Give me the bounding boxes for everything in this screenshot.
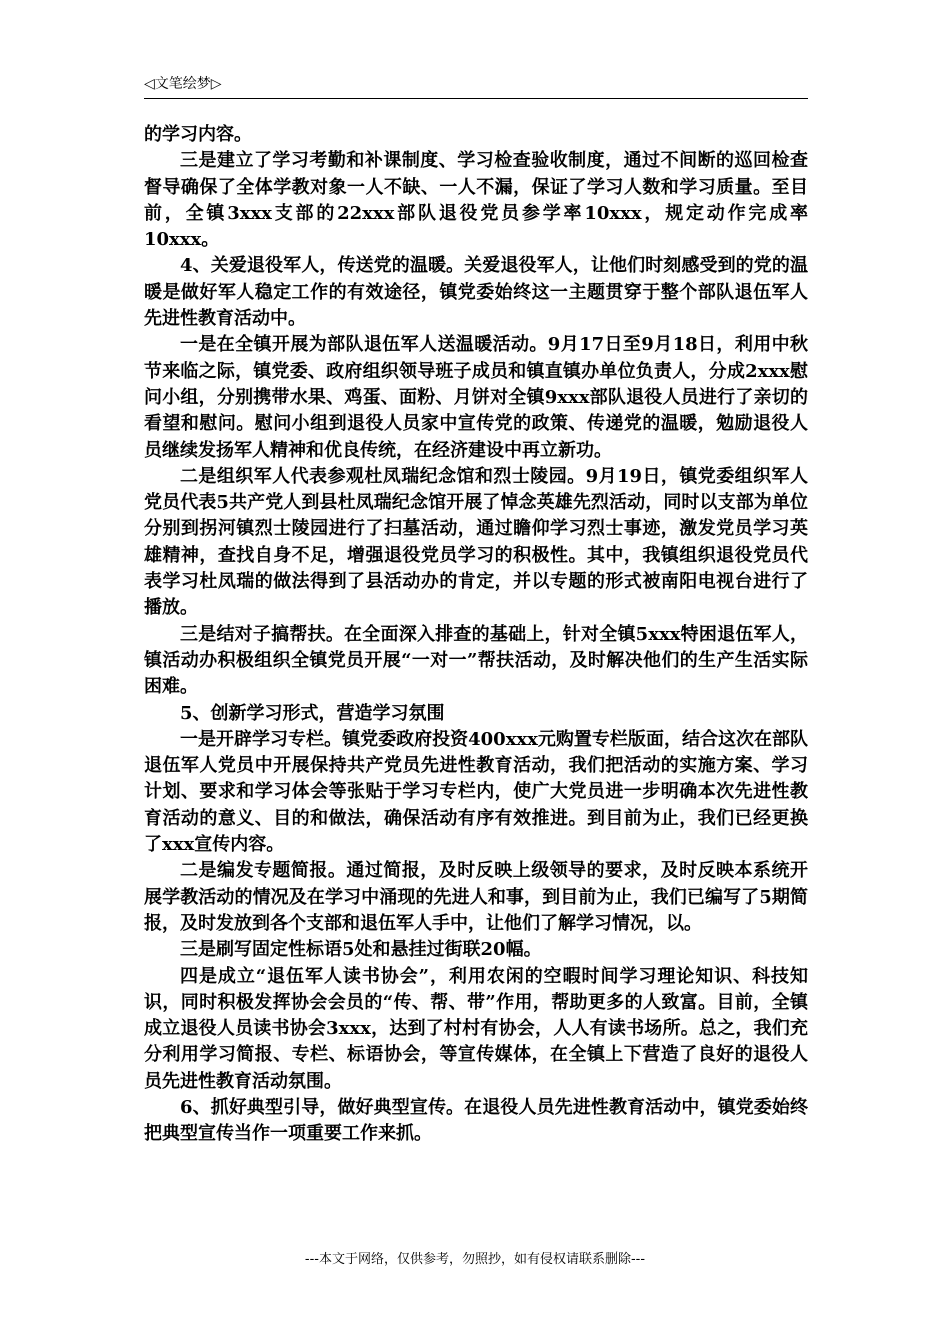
paragraph: 5、创新学习形式，营造学习氛围 [180, 702, 445, 724]
page-header [144, 74, 808, 99]
paragraph: 三是刷写固定性标语5处和悬挂过街联20幅。 [180, 939, 542, 961]
paragraph: 二是编发专题简报。通过简报，及时反映上级领导的要求，及时反映本系统开展学教活动的情况及在学习中涌现的先进人和事，到目前为止，我们已编写了5期简报，及时发放到各个支部和退伍军人手中，让他们了解学习情况，以。 [144, 860, 808, 934]
paragraph: 的学习内容。 [144, 124, 252, 145]
paragraph: 4、关爱退役军人，传送党的温暖。关爱退役军人，让他们时刻感受到的党的温暖是做好军人稳定工作的有效途径，镇党委始终这一主题贯穿于整个部队退伍军人先进性教育活动中。 [144, 255, 808, 330]
paragraph: 一是在全镇开展为部队退伍军人送温暖活动。9月17日至9月18日，利用中秋节来临之际，镇党委、政府组织领导班子成员和镇直镇办单位负责人，分成2xxx慰问小组，分别携带水果、鸡蛋、面粉、月饼对全镇9xxx部队退役人员进行了亲切的看望和慰问。慰问小组到退役人员家中宣传党的政策、传递党的温暖，勉励退役人员继续发扬军人精神和优良传统，在经济建设中再立新功。 [144, 334, 808, 461]
header-title: ◁文笔绘梦▷ [144, 76, 222, 92]
paragraph: 二是组织军人代表参观杜凤瑞纪念馆和烈士陵园。9月19日，镇党委组织军人党员代表5共产党人到县杜凤瑞纪念馆开展了悼念英雄先烈活动，同时以支部为单位分别到拐河镇烈士陵园进行了扫墓活动，通过瞻仰学习烈士事迹，激发党员学习英雄精神，查找自身不足，增强退役党员学习的积极性。其中，我镇组织退役党员代表学习杜凤瑞的做法得到了县活动办的肯定，并以专题的形式被南阳电视台进行了播放。 [144, 465, 808, 619]
page-footer: ---本文于网络，仅供参考，勿照抄，如有侵权请联系删除--- [304, 1252, 646, 1267]
paragraph: 一是开辟学习专栏。镇党委政府投资400xxx元购置专栏版面，结合这次在部队退伍军人党员中开展保持共产党员先进性教育活动，我们把活动的实施方案、学习计划、要求和学习体会等张贴于学习专栏内，使广大党员进一步明确本次先进性教育活动的意义、目的和做法，确保活动有序有效推进。到目前为止，我们已经更换了xxx宣传内容。 [144, 728, 808, 856]
paragraph: 三是结对子搞帮扶。在全面深入排查的基础上，针对全镇5xxx特困退伍军人，镇活动办积极组织全镇党员开展“一对一”帮扶活动，及时解决他们的生产生活实际困难。 [144, 623, 808, 698]
paragraph: 6、抓好典型引导，做好典型宣传。在退役人员先进性教育活动中，镇党委始终把典型宣传当作一项重要工作来抓。 [144, 1096, 808, 1145]
paragraph: 三是建立了学习考勤和补课制度、学习检查验收制度，通过不间断的巡回检查督导确保了全体学教对象一人不缺、一人不漏，保证了学习人数和学习质量。至目前，全镇3xxx支部的22xxx部队退役党员参学率10xxx，规定动作完成率10xxx。 [144, 150, 808, 251]
document-body [144, 122, 808, 1148]
paragraph: 四是成立“退伍军人读书协会”，利用农闲的空暇时间学习理论知识、科技知识，同时积极发挥协会会员的“传、帮、带”作用，帮助更多的人致富。目前，全镇成立退役人员读书协会3xxx，达到了村村有协会，人人有读书场所。总之，我们充分利用学习简报、专栏、标语协会，等宣传媒体，在全镇上下营造了良好的退役人员先进性教育活动氛围。 [144, 965, 808, 1092]
